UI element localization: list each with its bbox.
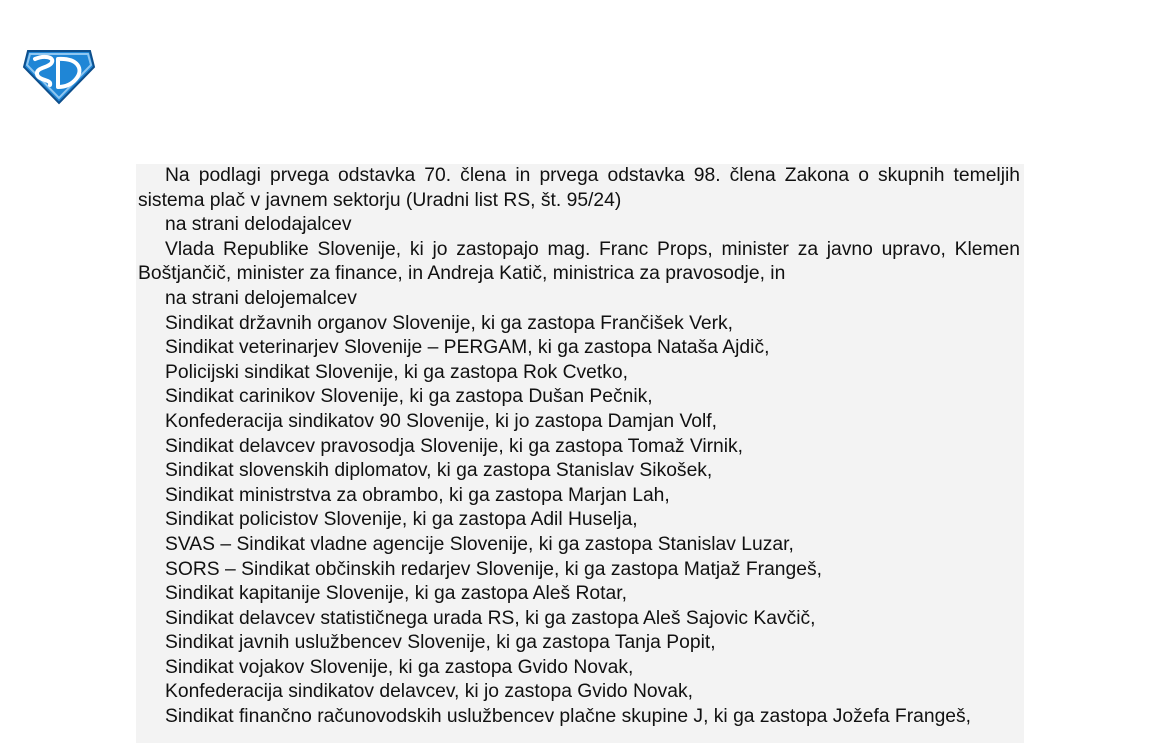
- list-item-union: Sindikat policistov Slovenije, ki ga zastopa Adil Huselja,: [165, 509, 638, 531]
- sd-shield-logo-icon: [22, 47, 96, 105]
- list-item-union: Sindikat veterinarjev Slovenije – PERGAM, ki ga zastopa Nataša Ajdič,: [165, 337, 770, 359]
- document-body: [136, 164, 1024, 743]
- list-item-union: SORS – Sindikat občinskih redarjev Slovenije, ki ga zastopa Matjaž Frangeš,: [165, 558, 822, 580]
- list-item-union: Sindikat finančno računovodskih uslužbencev plačne skupine J, ki ga zastopa Jožefa Frangeš,: [165, 706, 972, 728]
- list-item-union: Sindikat ministrstva za obrambo, ki ga zastopa Marjan Lah,: [165, 484, 670, 506]
- list-item-union: Sindikat javnih uslužbencev Slovenije, ki ga zastopa Tanja Popit,: [165, 632, 716, 654]
- list-item-union: SVAS – Sindikat vladne agencije Slovenije, ki ga zastopa Stanislav Luzar,: [165, 533, 794, 555]
- list-item-union: Sindikat slovenskih diplomatov, ki ga zastopa Stanislav Sikošek,: [165, 460, 713, 482]
- list-item-union: Sindikat državnih organov Slovenije, ki ga zastopa Frančišek Verk,: [165, 312, 734, 334]
- paragraph-government: Vlada Republike Slovenije, ki jo zastopajo mag. Franc Props, minister za javno upravo, Klemen Boštjančič, minister za finance, in Andreja Katič, ministrica za pravosodje, in: [138, 238, 1020, 285]
- list-item-union: Sindikat kapitanije Slovenije, ki ga zastopa Aleš Rotar,: [165, 583, 627, 605]
- list-item-union: Konfederacija sindikatov delavcev, ki jo zastopa Gvido Novak,: [165, 681, 694, 703]
- list-item-union: Sindikat carinikov Slovenije, ki ga zastopa Dušan Pečnik,: [165, 386, 653, 408]
- paragraph-preamble: Na podlagi prvega odstavka 70. člena in prvega odstavka 98. člena Zakona o skupnih temeljih sistema plač v javnem sektorju (Uradni list RS, št. 95/24): [138, 165, 1020, 211]
- list-item-union: Sindikat vojakov Slovenije, ki ga zastopa Gvido Novak,: [165, 656, 634, 678]
- list-item-union: Sindikat delavcev statističnega urada RS, ki ga zastopa Aleš Sajovic Kavčič,: [165, 607, 816, 629]
- list-item-union: Sindikat delavcev pravosodja Slovenije, ki ga zastopa Tomaž Virnik,: [165, 435, 744, 457]
- list-item-union: Konfederacija sindikatov 90 Slovenije, ki jo zastopa Damjan Volf,: [165, 410, 717, 432]
- paragraph-employee-side: na strani delojemalcev: [165, 287, 357, 309]
- list-item-union: Policijski sindikat Slovenije, ki ga zastopa Rok Cvetko,: [165, 361, 628, 383]
- paragraph-employer-side: na strani delodajalcev: [165, 214, 352, 236]
